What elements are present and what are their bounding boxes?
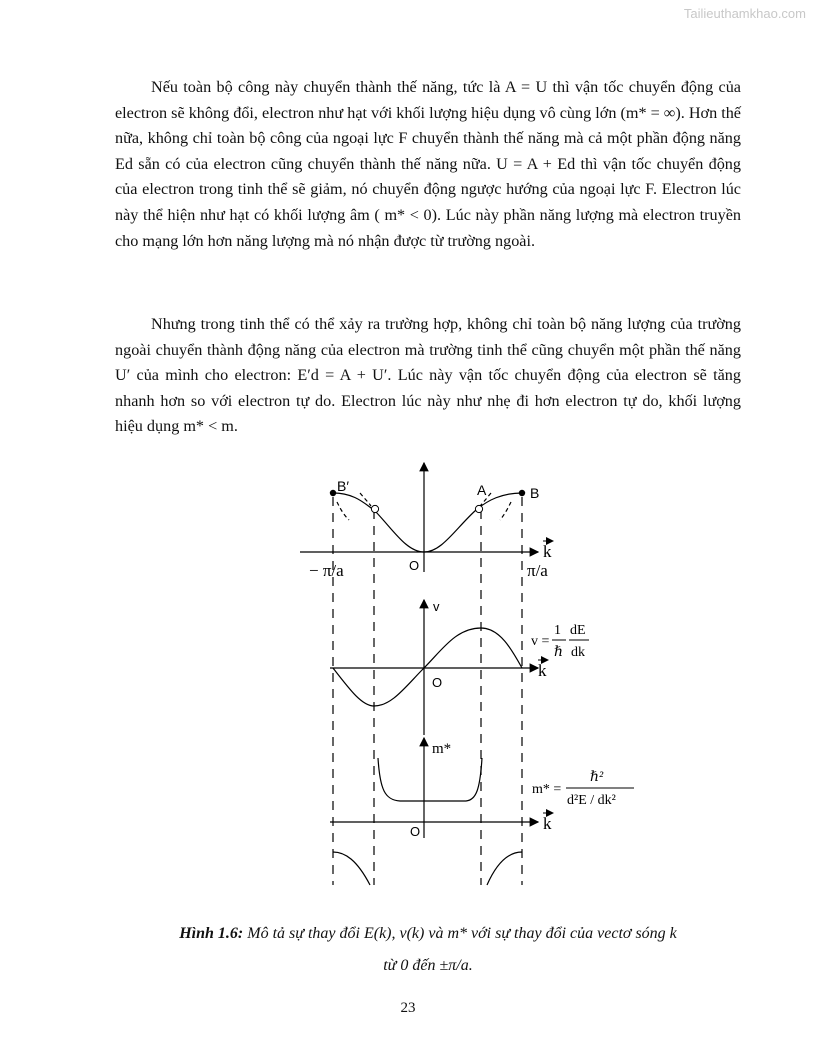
caption-line-1 bbox=[115, 918, 741, 950]
formula-v-num2: dE bbox=[570, 623, 586, 638]
figure-caption bbox=[115, 918, 741, 982]
free-electron-parabola-right bbox=[500, 502, 511, 520]
mass-curve-negative-right bbox=[487, 852, 522, 885]
formula-m-num: ℏ² bbox=[590, 770, 604, 785]
formula-v-num1: 1 bbox=[554, 623, 561, 638]
page-number: 23 bbox=[400, 1000, 416, 1016]
formula-m-lhs: m* = bbox=[532, 782, 562, 797]
label-pi-a: π/a bbox=[527, 561, 548, 580]
free-electron-parabola-left bbox=[337, 502, 349, 520]
energy-curve bbox=[333, 493, 522, 552]
formula-v-den1: ℏ bbox=[554, 645, 564, 660]
paragraph-1-text: Nếu toàn bộ công này chuyển thành thế năng, tức là A = U thì vận tốc chuyển động của electron sẽ không đổi, electron như hạt với khối lượng hiệu dụng vô cùng lớn (m* = ∞). Hơn thế nữa, không chỉ toàn bộ công của ngoại lực F chuyển thành thế năng mà cả một phần động năng Ed sẵn có của electron cũng chuyển thành thế năng nữa. U = A + Ed thì vận tốc chuyển động của electron trong tinh thể sẽ giảm, nó chuyển động ngược hướng của ngoại lực F. Electron lúc này thể hiện như hạt có khối lượng âm ( m* < 0). Lúc này phần năng lượng mà electron truyền cho mạng lớn hơn năng lượng mà nó nhận được từ trường ngoài. bbox=[115, 78, 741, 250]
label-k-velocity: k bbox=[538, 661, 547, 680]
label-a: A bbox=[477, 482, 487, 498]
label-minus-pi-a: − π/a bbox=[309, 561, 344, 580]
paragraph-2 bbox=[115, 312, 741, 440]
figure-1-6 bbox=[290, 455, 660, 900]
label-origin-mass: O bbox=[410, 824, 421, 839]
velocity-curve bbox=[333, 628, 522, 706]
formula-v-lhs: v = bbox=[531, 634, 550, 649]
watermark: Tailieuthamkhao.com bbox=[683, 6, 806, 21]
caption-line-2: từ 0 đến ±π/a. bbox=[383, 957, 473, 974]
point-b-prime bbox=[330, 490, 336, 496]
caption-text-1: Mô tả sự thay đổi E(k), v(k) và m* với sự thay đổi của vectơ sóng k bbox=[247, 925, 677, 942]
label-m-star-axis: m* bbox=[432, 741, 452, 757]
figure-svg bbox=[290, 455, 660, 895]
point-b bbox=[519, 490, 525, 496]
label-k-mass: k bbox=[543, 814, 552, 833]
label-origin-velocity: O bbox=[432, 675, 443, 690]
point-a bbox=[475, 505, 482, 512]
label-k-energy: k bbox=[543, 542, 552, 561]
formula-m-den: d²E / dk² bbox=[567, 793, 616, 808]
label-b-prime: B′ bbox=[337, 478, 349, 494]
mass-curve-positive bbox=[378, 758, 482, 801]
mass-curve-negative-left bbox=[333, 852, 370, 885]
inflection-point-left bbox=[371, 505, 378, 512]
formula-v-den2: dk bbox=[571, 645, 585, 660]
label-origin-energy: O bbox=[409, 558, 420, 573]
label-v-axis: v bbox=[433, 599, 440, 614]
paragraph-2-text: Nhưng trong tinh thể có thể xảy ra trường hợp, không chỉ toàn bộ năng lượng của trường ngoài chuyển thành động năng của electron mà trường tinh thể cũng chuyển một phần thế năng U′ của mình cho electron: E′d = A + U′. Lúc này vận tốc chuyển động của electron sẽ tăng nhanh hơn so với electron tự do. Electron lúc này như nhẹ đi hơn electron tự do, khối lượng hiệu dụng m* < m. bbox=[115, 315, 741, 436]
label-b: B bbox=[530, 485, 540, 501]
caption-label: Hình 1.6: bbox=[179, 925, 244, 942]
paragraph-1 bbox=[115, 75, 741, 254]
